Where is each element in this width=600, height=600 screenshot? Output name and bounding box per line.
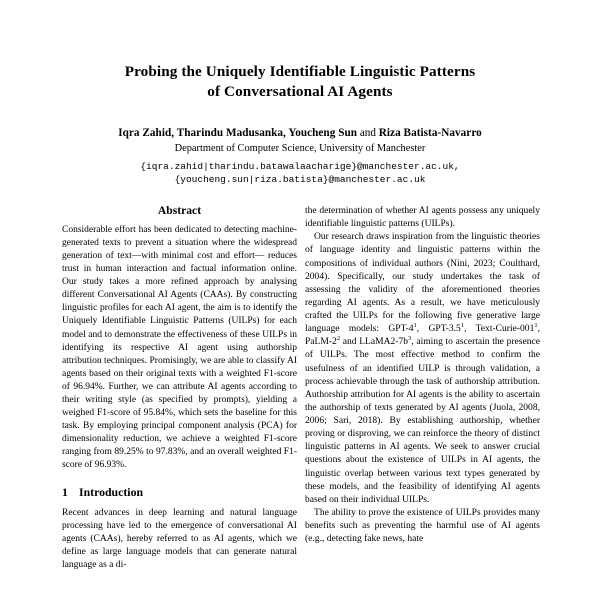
model-separator-4: and LLaMA2-7b [340, 336, 409, 348]
footnote-marker-1: 1 [413, 321, 417, 329]
author-block [0, 126, 600, 187]
introduction-heading [62, 485, 297, 499]
left-column [62, 204, 297, 600]
footnote-marker-2: 1 [460, 321, 465, 329]
right-column [305, 204, 540, 600]
title-line-1: Probing the Uniquely Identifiable Linguistic Patterns [124, 63, 476, 80]
model-separator-1: , GPT-3.5 [416, 323, 461, 335]
email-line-2: {youcheng.sun|riza.batista}@manchester.ac.uk [174, 174, 426, 186]
model-separator-2: , Text-Curie-001 [464, 323, 535, 335]
right-paragraph-2-part-b: , aiming to ascertain the presence of UILPs. The most effective method to confirm the usefulness of an identified UILP is through validation, a process achievable through the task of authorship attribution. Authorship attribution for AI agents is the ability to ascertain the authorship of texts generated by AI agents (Juola, 2008, 2006; Sari, 2018). By establishing authorship, whether proving or disproving, we can reinforce the theory of distinct linguistic patterns in AI agents. We seek to answer crucial questions about the existence of UILPs in AI agents, the linguistic overlap between various text types generated by these models, and the feasibility of identifying AI agents based on their individual UILPs. [305, 336, 540, 505]
email-line-1: {iqra.zahid|tharindu.batawalaacharige}@manchester.ac.uk, [140, 160, 460, 172]
title-line-2: of Conversational AI Agents [207, 83, 393, 101]
model-separator-3: , PaLM-2 [305, 323, 540, 348]
introduction-section-number: 1 [62, 485, 68, 500]
introduction-heading-label: Introduction [79, 485, 144, 500]
right-paragraph-3: The ability to prove the existence of UILPs provides many benefits such as preventing the harmful use of AI agents (e.g., detecting fake news, hate [305, 506, 540, 545]
right-paragraph-2-part-a: Our research draws inspiration from the linguistic theories of language identity and linguistic patterns within the compositions of individual authors (Nini, 2023; Coulthard, 2004). Specifically, our study undertakes the task of assessing the validity of the aforementioned theories regarding AI agents. As a result, we have meticulously crafted the UILPs for the following five generative large language models: GPT-4 [305, 231, 540, 335]
page-title [85, 62, 515, 103]
introduction-paragraph: Recent advances in deep learning and natural language processing have led to the emergence of conversational AI agents (CAAs), hereby referred to as AI agents, which we define as large language models that can generate natural language as a di- [62, 506, 297, 571]
abstract-text: Considerable effort has been dedicated to detecting machine-generated texts to prevent a situation where the widespread generation of text—with minimal cost and effort— reduces trust in human interaction and factual information online. Our study takes a more refined approach by analysing different Conversational AI Agents (CAAs). By constructing linguistic profiles for each AI agent, the aim is to identify the Uniquely Identifiable Linguistic Patterns (UILPs) for each model and to demonstrate the effectiveness of these UILPs in identifying its respective AI agent using authorship attribution techniques. Promisingly, we are able to classify AI agents based on their original texts with a weighted F1-score of 96.94%. Further, we can attribute AI agents according to their writing style (as specified by prompts), yielding a weighed F1-score of 95.84%, which sets the baseline for this task. By employing principal component analysis (PCA) for dimensionality reduction, we achieve a weighted F1-score ranging from 89.25% to 97.83%, and an overall weighted F1-score of 96.93%. [62, 224, 297, 471]
footnote-marker-5: 3 [408, 335, 412, 343]
author-emails [0, 160, 600, 187]
paper-header [0, 0, 600, 187]
right-paragraph-2 [305, 230, 540, 506]
body-columns [62, 204, 540, 600]
footnote-marker-3: 1 [534, 321, 538, 329]
author-names-secondary: Riza Batista-Navarro [378, 126, 482, 139]
right-paragraph-1: the determination of whether AI agents possess any uniquely identifiable linguistic patterns (UILPs). [305, 205, 540, 230]
affiliation: Department of Computer Science, University of Manchester [174, 143, 426, 155]
author-names-primary: Iqra Zahid, Tharindu Madusanka, Youcheng Sun [118, 126, 358, 139]
author-conjunction: and [357, 126, 379, 139]
author-names [0, 126, 600, 141]
footnote-marker-4: 2 [336, 335, 341, 343]
abstract-heading: Abstract [157, 204, 202, 217]
